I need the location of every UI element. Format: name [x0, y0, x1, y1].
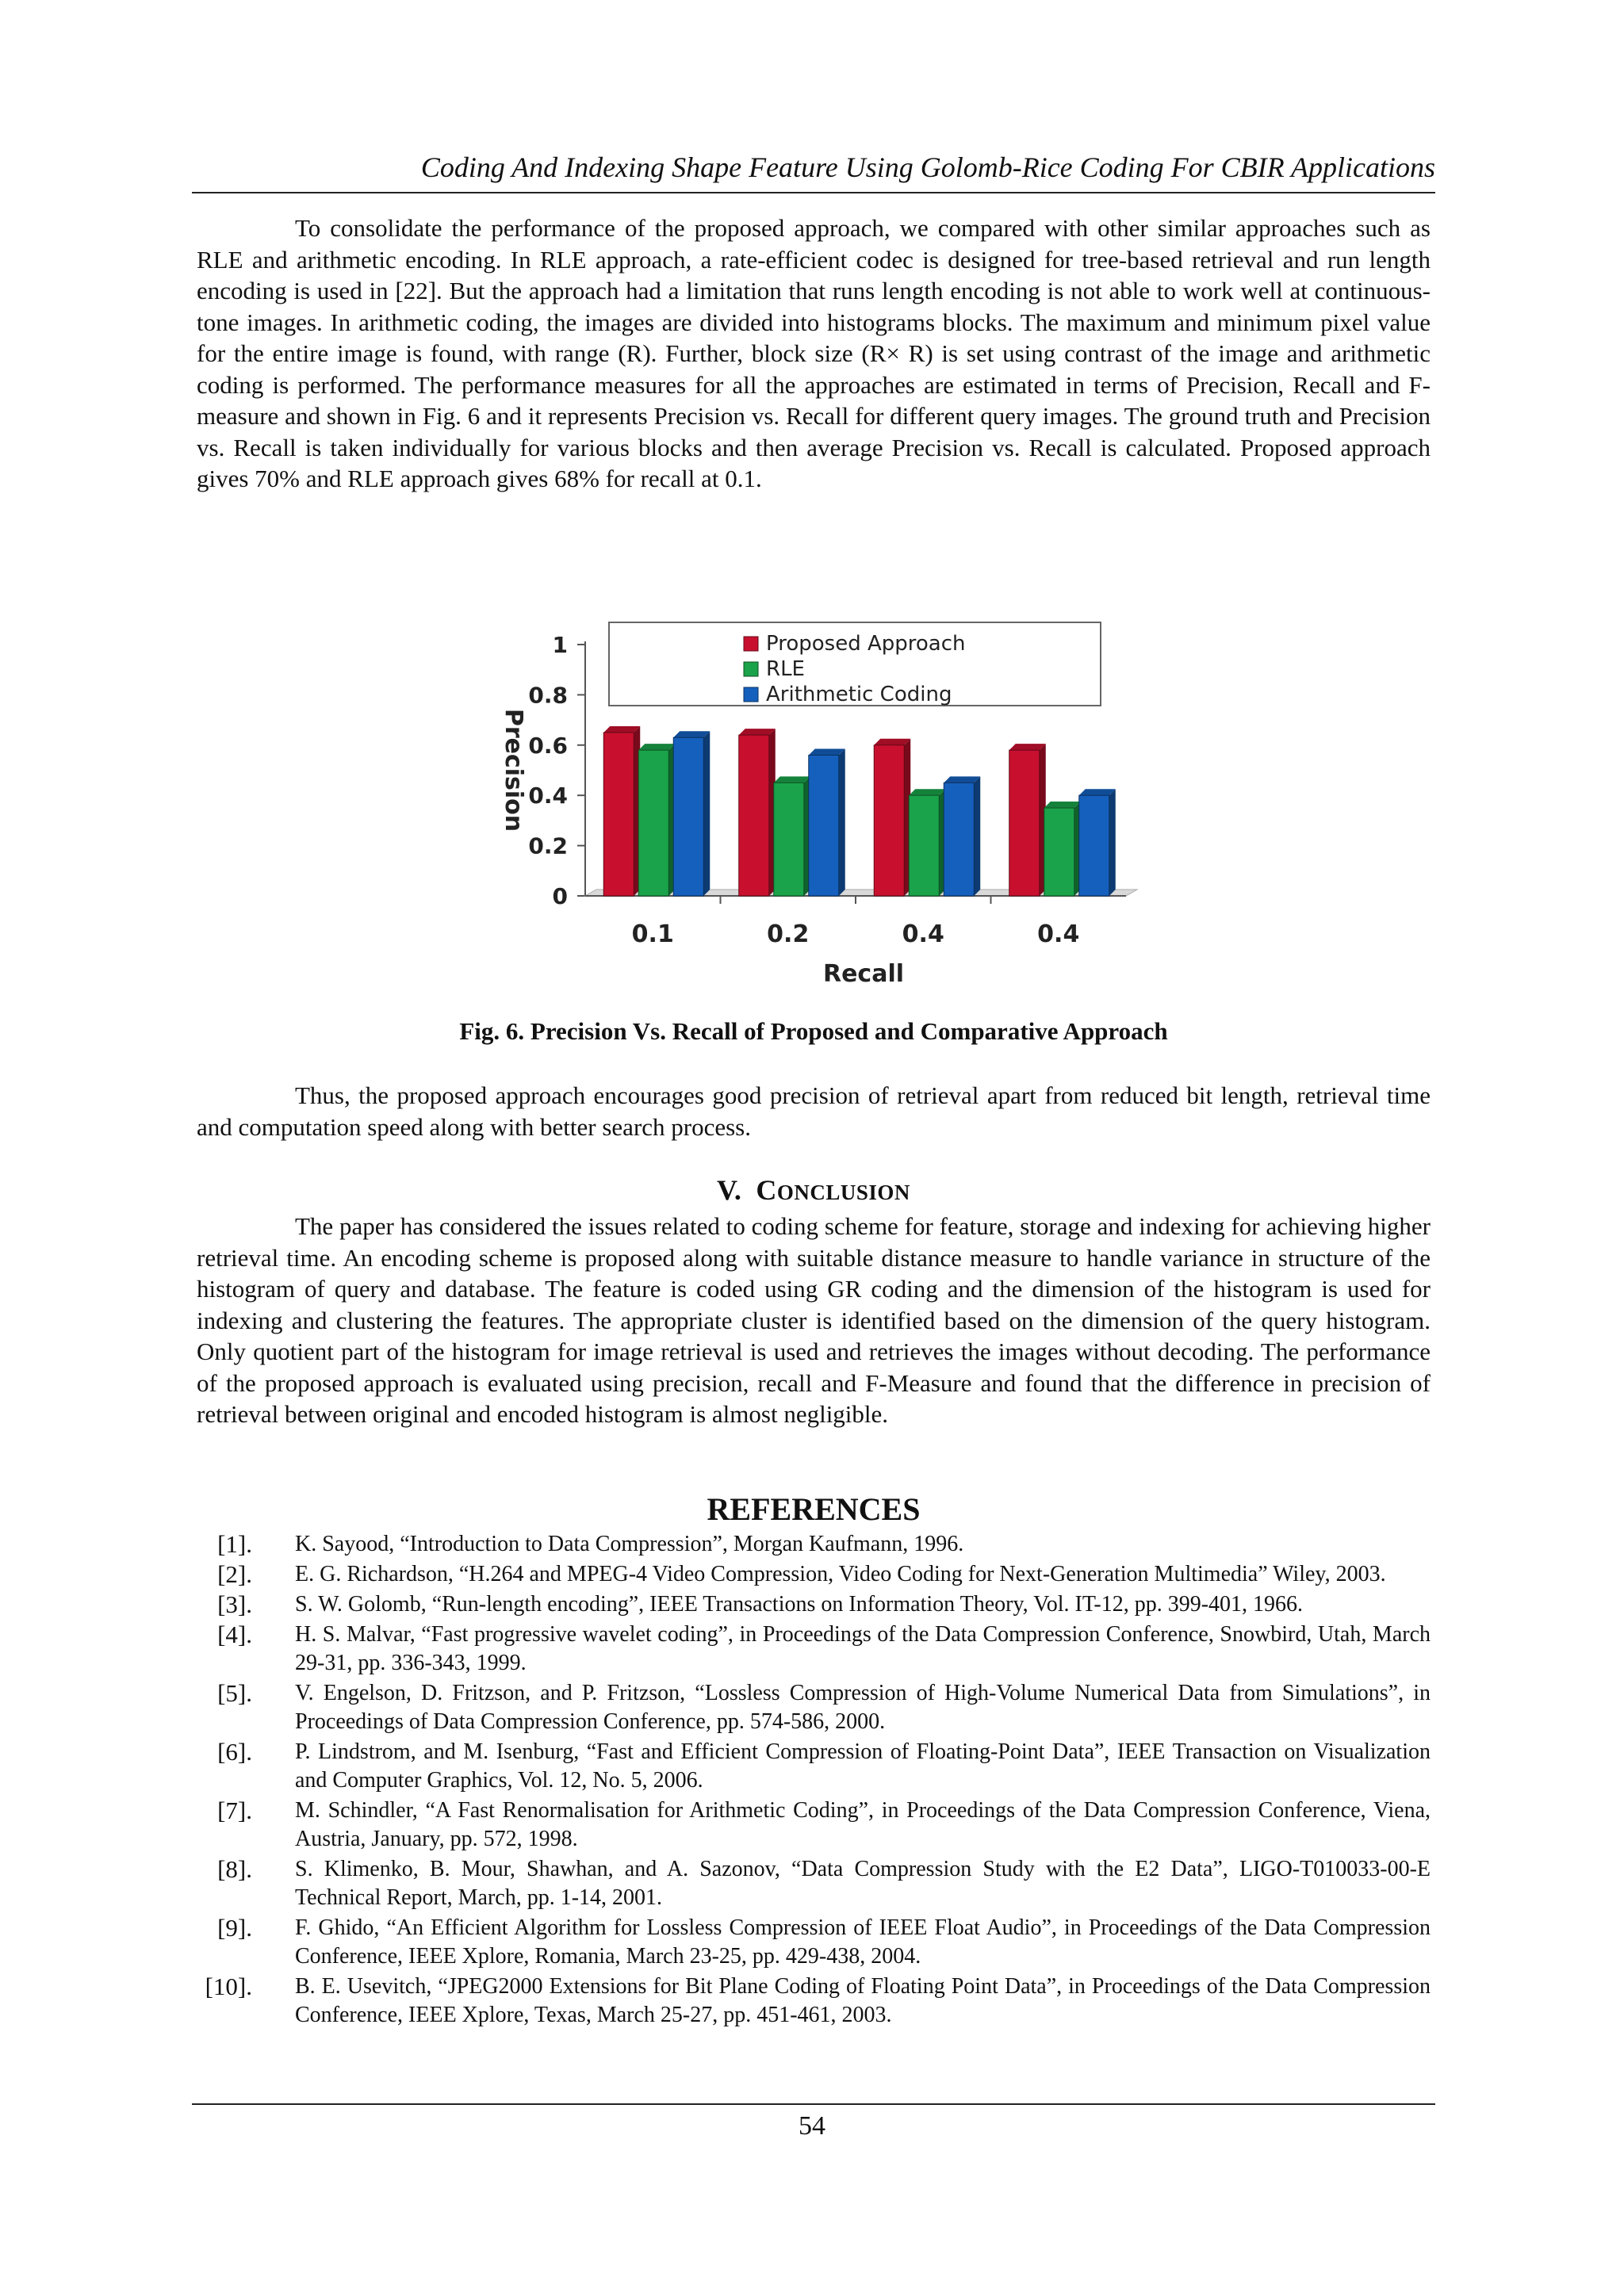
reference-number: [7].: [217, 1797, 252, 1824]
reference-number: [6].: [217, 1738, 252, 1766]
bar-arithmetic-coding: [673, 737, 703, 896]
legend-swatch: [744, 687, 758, 702]
bar-top: [944, 776, 980, 783]
bar-arithmetic-coding: [944, 783, 974, 896]
legend-label: Arithmetic Coding: [766, 683, 952, 706]
x-tick-label: 0.2: [767, 920, 810, 948]
bar-top: [638, 744, 675, 750]
reference-number: [5].: [217, 1679, 252, 1707]
x-tick-label: 0.1: [631, 920, 674, 948]
reference-text: B. E. Usevitch, “JPEG2000 Extensions for Bit Plane Coding of Floating Point Data”, in Proceedings of the Data Compression Conference, IEEE Xplore, Texas, March 25-27, pp. 451-461, 2003.: [295, 1974, 1431, 2027]
reference-item: [197, 1679, 1431, 1736]
reference-number: [2].: [217, 1560, 252, 1588]
y-tick-label: 0: [552, 883, 568, 909]
section-heading-conclusion: [197, 1173, 1431, 1207]
reference-number: [8].: [217, 1855, 252, 1883]
reference-text: H. S. Malvar, “Fast progressive wavelet coding”, in Proceedings of the Data Compression Conference, Snowbird, Utah, March 29-31, pp. 336-343, 1999.: [295, 1622, 1431, 1675]
figure-caption: Fig. 6. Precision Vs. Recall of Proposed and Comparative Approach: [459, 1017, 1168, 1045]
legend-label: RLE: [766, 657, 805, 681]
bar-side: [974, 776, 980, 896]
bar-side: [1109, 789, 1116, 896]
references-heading: REFERENCES: [707, 1491, 921, 1527]
bar-arithmetic-coding: [809, 755, 839, 896]
bar-top: [1044, 802, 1081, 808]
reference-number: [1].: [217, 1530, 252, 1558]
bar-side: [839, 748, 845, 896]
reference-item: [197, 1560, 1431, 1589]
bar-rle: [638, 750, 668, 896]
bar-proposed-approach: [1009, 750, 1040, 896]
reference-text: K. Sayood, “Introduction to Data Compression”, Morgan Kaufmann, 1996.: [295, 1532, 964, 1556]
bar-proposed-approach: [874, 745, 904, 896]
x-tick-label: 0.4: [902, 920, 944, 948]
bar-top: [874, 739, 910, 745]
legend-swatch: [744, 662, 758, 676]
y-tick-label: 0.8: [528, 682, 568, 709]
reference-text: P. Lindstrom, and M. Isenburg, “Fast and Efficient Compression of Floating-Point Data”, IEEE Transaction on Visualization and Computer Graphics, Vol. 12, No. 5, 2006.: [295, 1739, 1431, 1793]
reference-number: [9].: [217, 1914, 252, 1942]
reference-item: [197, 1590, 1431, 1619]
bar-top: [739, 729, 776, 735]
body-paragraph-summary: Thus, the proposed approach encourages good precision of retrieval apart from reduced bit length, retrieval time and computation speed along with better search process.: [197, 1081, 1431, 1141]
reference-number: [4].: [217, 1621, 252, 1648]
bar-rle: [774, 783, 804, 896]
body-paragraph-conclusion: The paper has considered the issues related to coding scheme for feature, storage and indexing for achieving higher retrieval time. An encoding scheme is proposed along with suitable distance measure to handle variance in structure of the histogram of query and database. The feature is coded using GR coding and the dimension of the histogram is used for indexing and clustering the features. The appropriate cluster is identified based on the dimension of the query histogram. Only quotient part of the histogram for image retrieval is used and retrieves the images without decoding. The performance of the proposed approach is evaluated using precision, recall and F-Measure and found that the difference in precision of retrieval between original and encoded histogram is almost negligible.: [197, 1212, 1431, 1428]
y-tick-label: 0.2: [528, 832, 568, 859]
running-head: Coding And Indexing Shape Feature Using Golomb-Rice Coding For CBIR Applications: [420, 151, 1435, 183]
reference-text: M. Schindler, “A Fast Renormalisation for Arithmetic Coding”, in Proceedings of the Data Compression Conference, Viena, Austria, January, pp. 572, 1998.: [295, 1798, 1431, 1851]
legend-swatch: [744, 637, 758, 651]
bar-top: [774, 776, 810, 783]
reference-item: [197, 1855, 1431, 1912]
bar-rle: [1044, 808, 1074, 896]
bar-top: [1009, 744, 1046, 750]
bar-proposed-approach: [739, 735, 769, 896]
reference-number: [10].: [205, 1973, 252, 2000]
body-paragraph-comparison: To consolidate the performance of the proposed approach, we compared with other similar approaches such as RLE and arithmetic encoding. In RLE approach, a rate-efficient codec is designed for tree-based retrieval and run length encoding is used in [22]. But the approach had a limitation that runs length encoding is not able to work well at continuous-tone images. In arithmetic coding, the images are divided into histograms blocks. The maximum and minimum pixel value for the entire image is found, with range (R). Further, block size (R× R) is set using contrast of the image and arithmetic coding is performed. The performance measures for all the approaches are estimated in terms of Precision, Recall and F-measure and shown in Fig. 6 and it represents Precision vs. Recall for different query images. The ground truth and Precision vs. Recall is taken individually for various blocks and then average Precision vs. Recall is calculated. Proposed approach gives 70% and RLE approach gives 68% for recall at 0.1.: [197, 214, 1431, 492]
reference-text: S. W. Golomb, “Run-length encoding”, IEEE Transactions on Information Theory, Vol. IT-12, pp. 399-401, 1966.: [295, 1592, 1304, 1617]
reference-item: [197, 1973, 1431, 2030]
figure-6-chart: [452, 607, 1166, 995]
reference-item: [197, 1797, 1431, 1854]
reference-item: [197, 1738, 1431, 1795]
y-tick-label: 0.6: [528, 732, 568, 759]
reference-text: E. G. Richardson, “H.264 and MPEG-4 Video Compression, Video Coding for Next-Generation Multimedia” Wiley, 2003.: [295, 1562, 1386, 1586]
reference-number: [3].: [217, 1590, 252, 1618]
references-list: [197, 1530, 1431, 2031]
x-tick-label: 0.4: [1037, 920, 1080, 948]
header-rule: [192, 192, 1435, 193]
section-title-initial: C: [756, 1174, 777, 1206]
bar-top: [603, 726, 640, 733]
reference-text: V. Engelson, D. Fritzson, and P. Fritzson, “Lossless Compression of High-Volume Numerical Data from Simulations”, in Proceedings of Data Compression Conference, pp. 574-586, 2000.: [295, 1681, 1431, 1734]
bar-proposed-approach: [603, 733, 634, 896]
page-number: 54: [799, 2111, 825, 2141]
precision-recall-bar-chart: [452, 607, 1166, 995]
footer-rule: [192, 2103, 1435, 2105]
bar-rle: [909, 795, 939, 896]
bar-top: [809, 748, 845, 755]
reference-item: [197, 1530, 1431, 1559]
bar-top: [673, 731, 710, 737]
bar-side: [703, 731, 710, 896]
section-number: V.: [717, 1174, 742, 1206]
legend-label: Proposed Approach: [766, 632, 966, 656]
reference-text: S. Klimenko, B. Mour, Shawhan, and A. Sazonov, “Data Compression Study with the E2 Data”, LIGO-T010033-00-E Technical Report, March, pp. 1-14, 2001.: [295, 1857, 1431, 1910]
bar-top: [909, 789, 945, 795]
y-tick-label: 0.4: [528, 783, 568, 809]
section-title-rest: ONCLUSION: [776, 1181, 910, 1204]
reference-item: [197, 1621, 1431, 1678]
y-axis-label: Precision: [500, 708, 527, 832]
reference-item: [197, 1914, 1431, 1971]
bar-top: [1079, 789, 1116, 795]
bar-arithmetic-coding: [1079, 795, 1109, 896]
reference-text: F. Ghido, “An Efficient Algorithm for Lossless Compression of IEEE Float Audio”, in Proceedings of the Data Compression Conference, IEEE Xplore, Romania, March 23-25, pp. 429-438, 2004.: [295, 1915, 1431, 1969]
y-tick-label: 1: [552, 632, 568, 658]
x-axis-label: Recall: [822, 960, 905, 988]
